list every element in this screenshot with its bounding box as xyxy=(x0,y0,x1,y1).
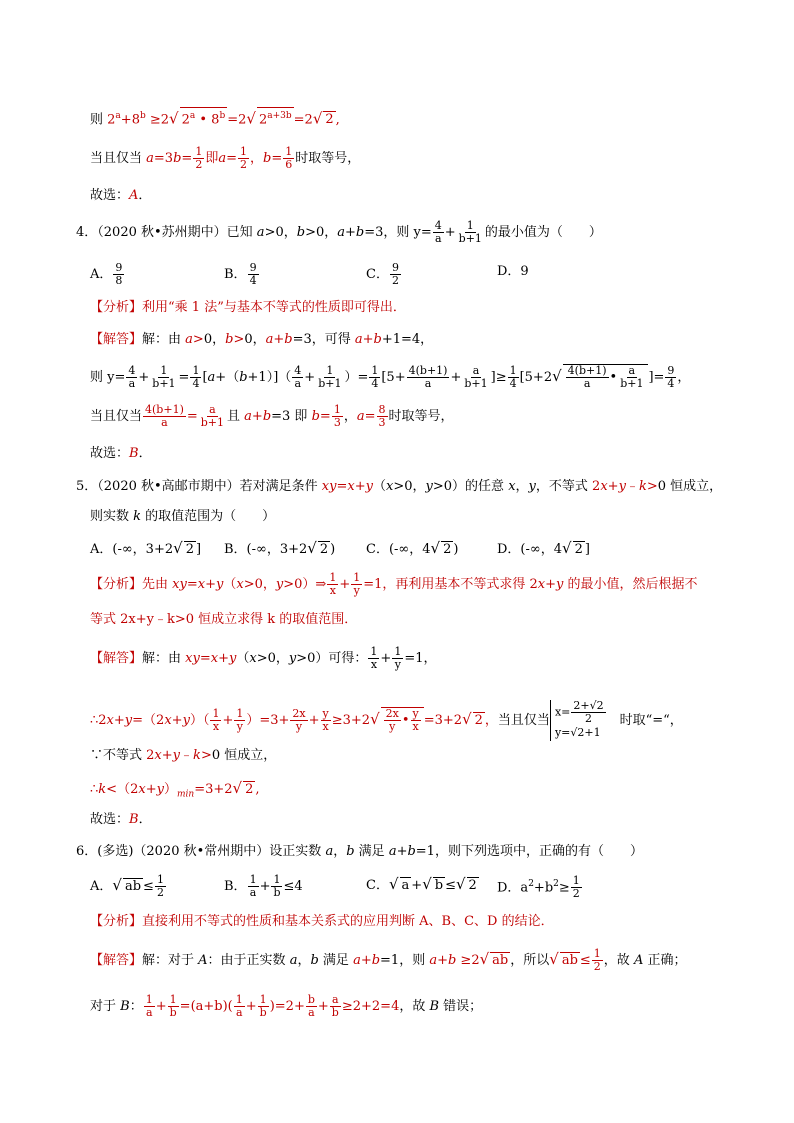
q5-option-c: C．(-∞，4√ 2 ) xyxy=(366,539,459,557)
q6-analysis: 【分析】直接利用不等式的性质和基本关系式的应用判断 A、B、C、D 的结论． xyxy=(90,914,554,929)
q5-answer-2: ∴2x+y=（2x+y）（ $\frac{1}{x}$ + $\frac{1}{y}$ ）=3+ $\frac{2x}{y}$ + $\frac{y}{x}$ ≥3+2√ $\frac{2x}{y}$ • $\frac{y}{x}$ =3+2√ 2 ，当且仅当 x= $\frac{2+√2}{2}$ y=√2+1 时取“=“， xyxy=(90,699,683,739)
q5-answer-3: ∵不等式 2x+y﹣k>0 恒成立， xyxy=(90,748,277,763)
q3-line-1: 则 $2^a+8^b \ge 2√$ 2$^a$ • $8^b =2√$ $2^{a+3b} =2√$ 2 , xyxy=(90,106,340,130)
q4-answer-1: 【解答】解：由 a>0，b>0，a+b=3，可得 a+b+1=4， xyxy=(90,332,434,347)
q5-option-a: A．(-∞，3+2√ 2 ] xyxy=(90,539,202,557)
q3-line-3: 故选：A． xyxy=(90,188,152,203)
q6-option-b: B． $\frac{1}{a}$ + $\frac{1}{b}$ ≤4 xyxy=(224,873,303,899)
q4-answer-4: 故选：B． xyxy=(90,446,152,461)
q6-option-d: D．$a^2+b^2\ge$ $\frac{1}{2}$ xyxy=(497,874,580,901)
q4-option-a: A． $\frac{9}{8}$ xyxy=(90,261,123,287)
q6-option-c: C．√ a +√ b ≤√ 2 xyxy=(366,875,477,893)
q6-answer-1: 【解答】解：对于 A：由于正实数 a，b 满足 a+b=1，则 a+b ≥2√ ab ，所以√ ab ≤ $\frac{1}{2}$ ，故 A 正确； xyxy=(90,947,687,973)
q4-answer-2: 则 y= $\frac{4}{a}$ + $\frac{1}{b+1}$ = $\frac{1}{4}$ [a+（b+1）]（ $\frac{4}{a}$ + $\frac{1}{b+1}$ ）= $\frac{1}{4}$ [5+ $\frac{4(b+1)}{a}$ + $\frac{a}{b+1}$ ]≥ $\frac{1}{4}$ [5+2√ $\frac{4(b+1)}{a}$ • $\frac{a}{b+1}$ ]= $\frac{9}{4}$ ， xyxy=(90,364,691,390)
q5-option-d: D．(-∞，4√ 2 ] xyxy=(497,539,590,557)
q6-option-a: A．√ ab ≤ $\frac{1}{2}$ xyxy=(90,873,164,899)
q3-line-2: 当且仅当 a=3b= $\frac{1}{2}$ 即a= $\frac{1}{2}$ ，b= $\frac{1}{6}$ 时取等号， xyxy=(90,145,361,171)
q4-answer-3: 当且仅当 $\frac{4(b+1)}{a}$ = $\frac{a}{b+1}$ 且 a+b=3 即 b= $\frac{1}{3}$ ，a= $\frac{8}{3}$ 时取等号， xyxy=(90,403,454,429)
q5-answer-5: 故选：B． xyxy=(90,812,152,827)
q4-option-b: B． $\frac{9}{4}$ xyxy=(224,261,257,287)
q5-stem-2: 则实数 k 的取值范围为（ ） xyxy=(90,509,276,524)
q5-answer-1: 【解答】解：由 xy=x+y（x>0，y>0）可得： $\frac{1}{x}$ + $\frac{1}{y}$ =1， xyxy=(90,645,437,671)
q5-analysis-2: 等式 2x+y﹣k>0 恒成立求得 k 的取值范围． xyxy=(90,612,358,627)
q5-answer-4: $\therefore k<(2x+y)_{min}=3+2√$ 2 , xyxy=(90,779,260,800)
q4-option-d: D．9 xyxy=(497,264,529,279)
q5-option-b: B．(-∞，3+2√ 2 ) xyxy=(224,539,336,557)
q5-analysis-1: 【分析】先由 xy=x+y（x>0，y>0）⇒ $\frac{1}{x}$ + $\frac{1}{y}$ =1，再利用基本不等式求得 2x+y 的最小值，然后根据不 xyxy=(90,571,698,597)
q4-option-c: C． $\frac{9}{2}$ xyxy=(366,261,399,287)
analysis-tag: 【分析】 xyxy=(90,300,143,315)
q4-analysis: 【分析】利用“乘 1 法”与基本不等式的性质即可得出． xyxy=(90,300,406,315)
q4-stem: 4．（2020 秋•苏州期中）已知 a>0，b>0，a+b=3，则 y= $\frac{4}{a}$ + $\frac{1}{b+1}$ 的最小值为（ ） xyxy=(76,219,602,245)
q6-stem: 6．(多选)（2020 秋•常州期中）设正实数 a，b 满足 a+b=1，则下列选项中，正确的有（ ） xyxy=(76,844,643,859)
q6-answer-2: 对于 B： $\frac{1}{a}$ + $\frac{1}{b}$ =(a+b)( $\frac{1}{a}$ + $\frac{1}{b}$ )=2+ $\frac{b}{a}$ + $\frac{a}{b}$ ≥2+2=4，故 B 错误； xyxy=(90,993,483,1019)
q5-stem-1: 5．（2020 秋•高邮市期中）若对满足条件 xy=x+y（x>0，y>0）的任意 x，y，不等式 2x+y﹣k>0 恒成立， xyxy=(76,479,723,494)
